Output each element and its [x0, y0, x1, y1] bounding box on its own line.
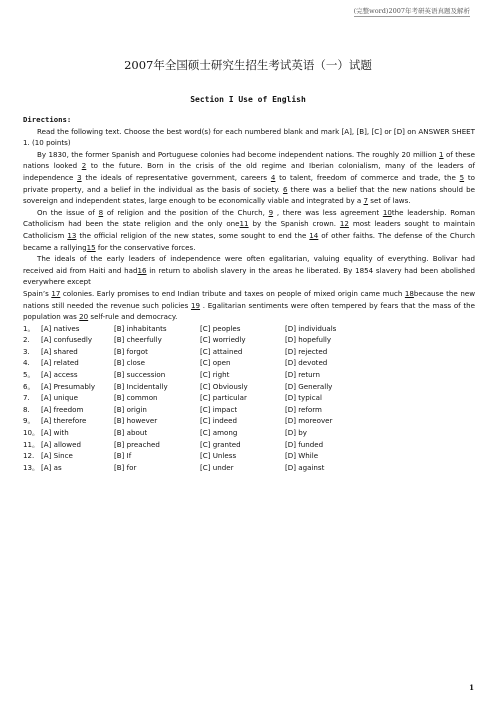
passage-text: Spain’s	[23, 288, 52, 298]
blank-number: 5	[459, 172, 465, 182]
option-a: [A] freedom	[41, 404, 84, 414]
blank-number: 18	[404, 288, 414, 298]
blank-number: 14	[309, 230, 319, 240]
passage-text: of these nations looked	[23, 149, 475, 171]
option-number: 2.	[23, 335, 30, 345]
passage-text: , there was less agreement	[273, 207, 383, 217]
option-b: [B] succession	[114, 370, 166, 380]
blank-number: 3	[77, 172, 82, 182]
blank-number: 7	[363, 196, 369, 206]
option-d: [D] Generally	[285, 381, 333, 391]
option-a: [A] allowed	[41, 439, 81, 449]
option-number: 7.	[23, 393, 30, 403]
option-d: [D] moreover	[285, 416, 333, 426]
blank-number: 15	[86, 242, 96, 252]
option-d: [D] devoted	[285, 358, 328, 368]
option-d: [D] return	[285, 370, 320, 380]
passage-text: the ideals of representative government, careers	[81, 172, 271, 182]
option-a: [A] as	[41, 462, 62, 472]
option-c: [C] attained	[200, 346, 243, 356]
option-row	[23, 427, 475, 439]
option-number: 13。	[23, 462, 40, 472]
option-row	[23, 323, 475, 335]
passage-paragraph-1	[23, 149, 475, 207]
option-number: 4.	[23, 358, 30, 368]
passage-text: for the conservative forces.	[95, 242, 196, 252]
option-b: [B] forgot	[114, 346, 148, 356]
blank-number: 13	[67, 230, 77, 240]
option-d: [D] typical	[285, 393, 322, 403]
option-b: [B] about	[114, 428, 148, 438]
option-b: [B] inhabitants	[114, 323, 167, 333]
option-b: [B] preached	[114, 439, 160, 449]
blank-number: 8	[98, 207, 104, 217]
option-row	[23, 346, 475, 358]
option-b: [B] for	[114, 462, 137, 472]
blank-number: 2	[81, 161, 87, 171]
option-a: [A] confusedly	[41, 335, 93, 345]
blank-number: 17	[51, 288, 61, 298]
option-row	[23, 392, 475, 404]
running-header: (完整word)2007年考研英语真题及解析	[353, 7, 470, 15]
passage-text: The ideals of the early leaders of independence were often egalitarian, valuing equality of everything. Bolivar had received aid from Haiti and had	[23, 254, 475, 275]
blank-number: 6	[282, 184, 288, 194]
blank-number: 19	[191, 300, 201, 310]
option-a: [A] shared	[41, 346, 78, 356]
option-d: [D] hopefully	[285, 335, 332, 345]
passage-text: to the future. Born in the crisis of the old regime and Iberian colonialism, many of the leaders of independence	[23, 161, 476, 182]
option-a: [A] natives	[41, 323, 80, 333]
option-a: [A] Presumably	[41, 381, 96, 391]
answer-options-list	[23, 323, 475, 474]
option-c: [C] worriedly	[200, 335, 246, 345]
option-number: 3.	[23, 346, 30, 356]
option-number: 5。	[23, 370, 35, 380]
option-a: [A] related	[41, 358, 79, 368]
option-c: [C] among	[200, 428, 238, 438]
directions-text: Read the following text. Choose the best word(s) for each numbered blank and mark [A], [B], [C] or [D] on ANSWER SHEET 1. (10 points)	[23, 126, 475, 148]
option-a: [A] therefore	[41, 416, 87, 426]
option-c: [C] Obviously	[200, 381, 248, 391]
directions-heading: Directions:	[23, 115, 72, 124]
blank-number: 12	[339, 219, 349, 229]
option-row	[23, 369, 475, 381]
option-a: [A] with	[41, 428, 69, 438]
option-number: 1。	[23, 323, 35, 333]
option-a: [A] Since	[41, 451, 73, 461]
passage-text: in return to abolish slavery in the areas he liberated. By 1854 slavery had been abolished everywhere except	[23, 265, 476, 287]
passage-text: by the Spanish crown.	[248, 219, 340, 229]
option-number: 8.	[23, 404, 30, 414]
option-c: [C] peoples	[200, 323, 241, 333]
option-row	[23, 450, 475, 462]
option-number: 11。	[23, 439, 40, 449]
option-number: 12.	[23, 451, 35, 461]
blank-number: 16	[137, 265, 147, 275]
option-d: [D] by	[285, 428, 307, 438]
passage-text: there was a belief that the new nations should be sovereign and independent states, large enough to be economically viable and integrated by a	[23, 184, 475, 206]
blank-number: 4	[270, 172, 276, 182]
option-d: [D] individuals	[285, 323, 337, 333]
passage-text: because the new nations still needed the revenue such policies	[23, 288, 475, 310]
option-d: [D] rejected	[285, 346, 328, 356]
passage-text: most leaders sought to maintain Catholicism	[23, 219, 475, 240]
passage-text: On the issue of	[37, 207, 99, 217]
document-title: 2007年全国硕士研究生招生考试英语（一）试题	[124, 58, 372, 72]
passage-text: colonies. Early promises to end Indian tribute and taxes on people of mixed origin came much	[60, 288, 405, 298]
passage-text: . Egalitarian sentiments were often tempered by fears that the mass of the population was	[23, 300, 475, 322]
option-row	[23, 462, 475, 474]
option-d: [D] reform	[285, 404, 322, 414]
option-c: [C] impact	[200, 404, 238, 414]
option-c: [C] particular	[200, 393, 247, 403]
option-d: [D] funded	[285, 439, 324, 449]
option-b: [B] common	[114, 393, 158, 403]
option-row	[23, 439, 475, 451]
passage-text: to talent, freedom of commerce and trade, the	[275, 172, 460, 182]
option-row	[23, 415, 475, 427]
option-d: [D] While	[285, 451, 319, 461]
option-b: [B] If	[114, 451, 132, 461]
passage-paragraph-3	[23, 253, 475, 288]
blank-number: 10	[382, 207, 392, 217]
option-b: [B] cheerfully	[114, 335, 162, 345]
blank-number: 9	[268, 207, 274, 217]
option-b: [B] close	[114, 358, 145, 368]
option-b: [B] origin	[114, 404, 147, 414]
option-row	[23, 357, 475, 369]
option-c: [C] open	[200, 358, 231, 368]
passage-text: By 1830, the former Spanish and Portuguese colonies had become independent nations. The roughly 20 million	[37, 149, 440, 159]
option-c: [C] right	[200, 370, 230, 380]
passage-text: the leadership. Roman Catholicism had been the state religion and the only one	[23, 207, 475, 229]
passage-paragraph-2	[23, 207, 475, 253]
option-a: [A] access	[41, 370, 78, 380]
passage-text: set of laws.	[368, 196, 411, 206]
option-number: 9。	[23, 416, 35, 426]
passage-text: of other faiths. The defense of the Church became a rallying	[23, 230, 475, 252]
option-b: [B] however	[114, 416, 158, 426]
passage-text: to private property, and a belief in the individual as the basis of society.	[23, 172, 475, 194]
option-c: [C] Unless	[200, 451, 237, 461]
option-row	[23, 404, 475, 416]
blank-number: 1	[439, 149, 444, 159]
blank-number: 11	[239, 219, 249, 229]
option-a: [A] unique	[41, 393, 78, 403]
option-c: [C] under	[200, 462, 234, 472]
document-content	[23, 114, 475, 473]
option-number: 10。	[23, 428, 40, 438]
option-b: [B] Incidentally	[114, 381, 168, 391]
blank-number: 20	[79, 312, 89, 322]
option-d: [D] against	[285, 462, 325, 472]
section-title: Section I Use of English	[190, 95, 306, 104]
option-c: [C] indeed	[200, 416, 237, 426]
option-row	[23, 381, 475, 393]
passage-text: of religion and the position of the Church,	[103, 207, 269, 217]
passage-paragraph-4	[23, 288, 475, 323]
page-number: 1	[469, 683, 474, 692]
option-c: [C] granted	[200, 439, 241, 449]
option-row	[23, 334, 475, 346]
passage-text: the official religion of the new states, some sought to end the	[76, 230, 310, 240]
passage-text: self-rule and democracy.	[88, 312, 178, 322]
option-number: 6。	[23, 381, 35, 391]
